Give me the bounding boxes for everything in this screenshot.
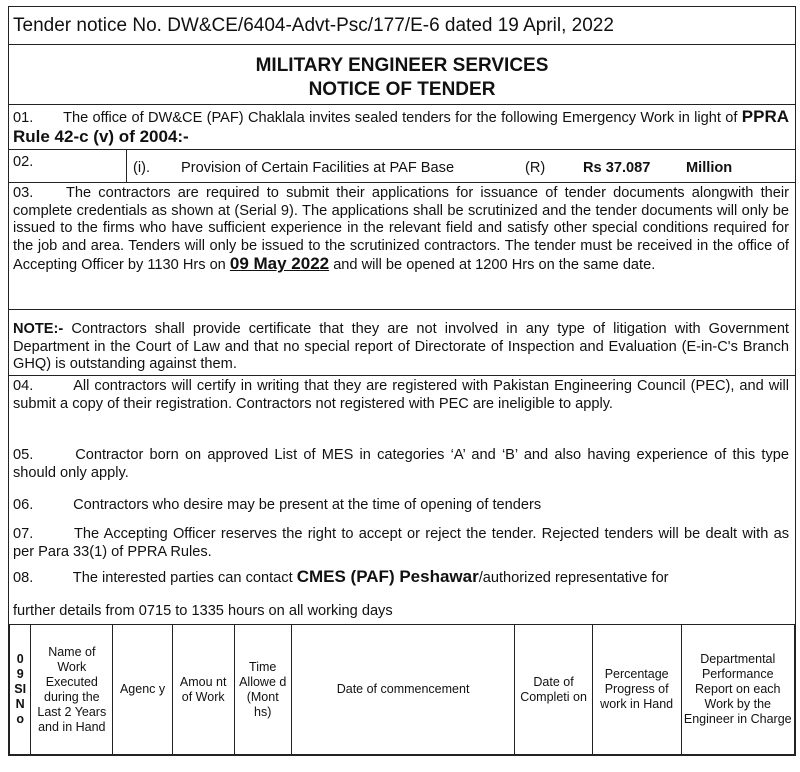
section-number: 06. [13,497,34,513]
org-title: MILITARY ENGINEER SERVICES [255,55,549,76]
note [9,321,795,374]
col-agency: Agenc y [113,625,173,755]
section-text: The office of DW&CE (PAF) Chaklala invites sealed tenders for the following Emergency Work in light of [63,110,738,126]
section-07 [9,526,795,561]
tender-notice-number: Tender notice No. DW&CE/6404-Advt-Psc/177/E-6 dated 19 April, 2022 [9,7,795,45]
section-number: 05. [13,447,34,463]
section-03 [9,185,795,275]
contact-office: CMES (PAF) Peshawar [296,567,479,586]
col-percentage-progress: Percentage Progress of work in Hand [592,625,681,755]
note-label: NOTE:- [13,321,64,337]
section-text: The contractors are required to submit their applications for issuance of tender documents alongwith their complete credentials as shown at (Serial 9). The applications shall be scrutinized and the tender documents will only be issued to the firms who have sufficient experience in the relevant field and satisfy other special conditions required for the job and area. Tenders will only be issued to the scrutinized contractors. The tender must be received in the office of Accepting Officer by 1130 Hrs on [13,185,790,273]
col-name-of-work: Name of Work Executed during the Last 2 Years and in Hand [31,625,113,755]
section-08-line2: further details from 0715 to 1335 hours on all working days [13,603,393,619]
section-number: 01. [13,110,34,126]
section-number: 02. [9,150,127,182]
col-date-completion: Date of Completi on [515,625,592,755]
note-text: Contractors shall provide certificate that they are not involved in any type of litigation with Government Department in the Court of Law and that no special report of Directorate of Inspection and Evaluation (E-in-C's Branch GHQ) is outstanding against them. [13,321,789,372]
section-number: 04. [13,378,34,394]
section-02 [9,149,795,183]
divider [9,104,795,105]
ppra-rule: PPRA Rule 42-c (v) of 2004:- [13,107,789,146]
section-text-tail: /authorized representative for [478,570,669,586]
work-amount-unit: Million [686,160,733,176]
section-text: All contractors will certify in writing that they are registered with Pakistan Engineering Council (PEC), and will submit a copy of their registration. Contractors not registered with PEC are ineligible to apply. [13,378,789,412]
section-text-tail: and will be opened at 1200 Hrs on the same date. [333,257,656,273]
section-number: 08. [13,570,34,586]
divider [9,375,795,376]
section-08 [9,568,795,588]
col-date-commencement: Date of commencement [291,625,514,755]
tender-notice [8,6,796,756]
section-06 [9,497,795,515]
section-text: The interested parties can contact [72,570,293,586]
section-number: 03. [13,185,34,201]
col-amount: Amou nt of Work [172,625,234,755]
work-amount: Rs 37.087 [583,160,651,176]
section-number: 07. [13,526,34,542]
notice-title: NOTICE OF TENDER [308,79,496,100]
work-code: (R) [525,160,546,176]
work-name: Provision of Certain Facilities at PAF Base [181,160,455,176]
section-text: The Accepting Officer reserves the right to accept or reject the tender. Rejected tenders will be dealt with as per Para 33(1) of PPRA Rules. [13,526,789,560]
section-01 [9,108,795,147]
section-05 [9,447,795,482]
divider [9,309,795,310]
col-performance-report: Departmental Performance Report on each Work by the Engineer in Charge [681,625,794,755]
section-text: Contractors who desire may be present at the time of opening of tenders [73,497,542,513]
section-04 [9,378,795,413]
submission-date: 09 May 2022 [229,254,330,273]
table-header-row [10,625,795,755]
col-time-allowed: Time Allowe d (Mont hs) [234,625,291,755]
section-text: Contractor born on approved List of MES in categories ‘A’ and ‘B’ and also having experience of this type should only apply. [13,447,789,481]
credentials-table [9,624,795,755]
work-item-index: (i). [133,160,151,176]
col-serial: 0 9 SI N o [10,625,31,755]
